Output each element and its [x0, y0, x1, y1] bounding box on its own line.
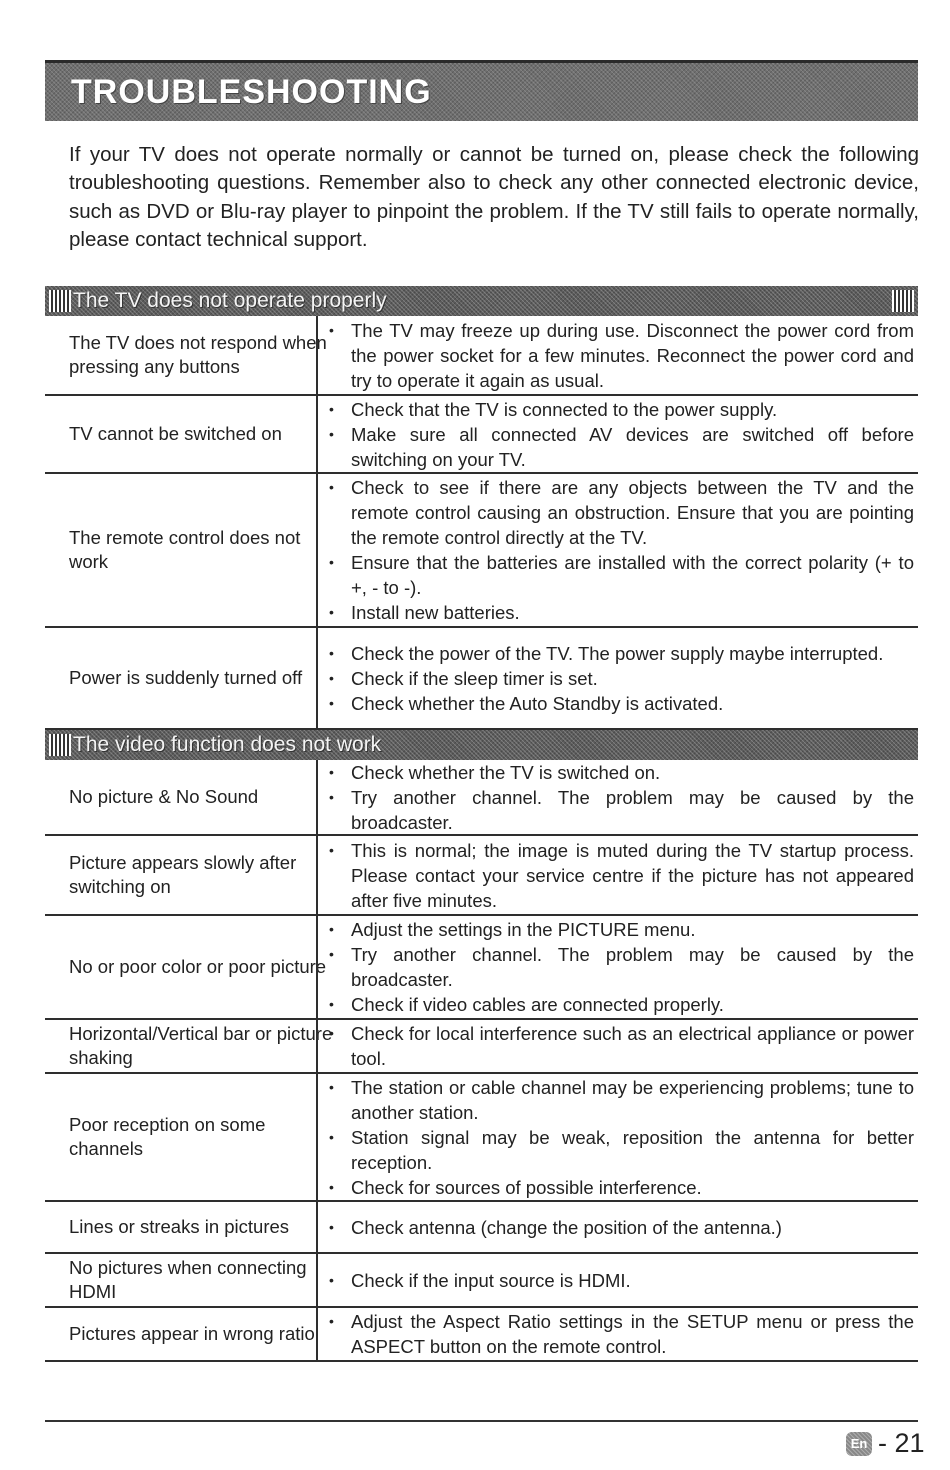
solution-item: • Check whether the TV is switched on.: [328, 760, 914, 785]
issue-cell: No picture & No Sound: [69, 785, 259, 807]
issue-cell: The TV does not respond when pressing any buttons: [69, 331, 327, 377]
solution-cell: [316, 628, 918, 728]
table-row: [45, 474, 918, 628]
hatch-decoration: [892, 290, 914, 312]
table-row: [45, 760, 918, 836]
issue-cell: TV cannot be switched on: [69, 422, 282, 444]
table-row: [45, 1308, 918, 1362]
issue-cell: Horizontal/Vertical bar or picture shaking: [69, 1022, 333, 1068]
solution-item: • Install new batteries.: [328, 600, 914, 625]
solution-item: • Try another channel. The problem may be caused by the broadcaster.: [328, 942, 914, 992]
solution-cell: [316, 1020, 918, 1072]
page-number: [846, 1428, 925, 1459]
solution-item: • Try another channel. The problem may be caused by the broadcaster.: [328, 785, 914, 835]
table-row: [45, 1254, 918, 1308]
solution-cell: [316, 916, 918, 1018]
hatch-decoration: [49, 290, 71, 312]
page-number-label: - 21: [878, 1428, 925, 1458]
table-row: [45, 396, 918, 474]
section-header: [45, 730, 918, 760]
solution-item: • Adjust the Aspect Ratio settings in the SETUP menu or press the ASPECT button on the remote control.: [328, 1309, 914, 1359]
solution-item: • Check whether the Auto Standby is activated.: [328, 691, 914, 716]
intro-paragraph: If your TV does not operate normally or cannot be turned on, please check the following troubleshooting questions. Remember also to check any other connected electronic device, such as DVD or Blu-ray player to pinpoint the problem. If the TV still fails to operate normally, please contact technical support.: [69, 143, 919, 251]
solution-item: • Check if the sleep timer is set.: [328, 666, 914, 691]
issue-cell: Lines or streaks in pictures: [69, 1215, 290, 1237]
solution-item: • Make sure all connected AV devices are switched off before switching on your TV.: [328, 422, 914, 472]
solution-cell: [316, 1308, 918, 1360]
solution-item: • Check if the input source is HDMI.: [328, 1268, 914, 1293]
table-row: [45, 316, 918, 396]
issue-cell: No or poor color or poor picture: [69, 955, 327, 977]
solution-cell: [316, 1202, 918, 1252]
language-badge-icon: En: [846, 1432, 872, 1456]
issue-cell: Power is suddenly turned off: [69, 666, 303, 688]
solution-item: • Check that the TV is connected to the power supply.: [328, 397, 914, 422]
hatch-decoration: [49, 734, 71, 756]
issue-cell: Pictures appear in wrong ratio: [69, 1322, 315, 1344]
solution-cell: [316, 836, 918, 914]
solution-item: • Check for local interference such as an electrical appliance or power tool.: [328, 1021, 914, 1071]
solution-item: • Check for sources of possible interference.: [328, 1175, 914, 1200]
table-row: [45, 1202, 918, 1254]
solution-cell: [316, 1074, 918, 1200]
issue-cell: Picture appears slowly after switching on: [69, 851, 297, 897]
solution-item: • The station or cable channel may be experiencing problems; tune to another station.: [328, 1075, 914, 1125]
section-header: [45, 286, 918, 316]
table-row: [45, 1074, 918, 1202]
solution-item: • Station signal may be weak, reposition the antenna for better reception.: [328, 1125, 914, 1175]
issue-cell: The remote control does not work: [69, 526, 301, 572]
title-banner: [45, 60, 918, 121]
page-title: TROUBLESHOOTING: [71, 73, 432, 111]
solution-item: • Check antenna (change the position of the antenna.): [328, 1215, 914, 1240]
solution-item: • The TV may freeze up during use. Disconnect the power cord from the power socket for a few minutes. Reconnect the power cord and try to operate it again as usual.: [328, 318, 914, 393]
issue-cell: No pictures when connecting HDMI: [69, 1256, 307, 1302]
solution-item: • Adjust the settings in the PICTURE menu.: [328, 917, 914, 942]
solution-item: • Ensure that the batteries are installed with the correct polarity (+ to +, - to -).: [328, 550, 914, 600]
section-heading: The TV does not operate properly: [73, 289, 387, 312]
solution-cell: [316, 316, 918, 394]
solution-cell: [316, 396, 918, 472]
table-row: [45, 916, 918, 1020]
solution-item: • Check to see if there are any objects between the TV and the remote control causing an obstruction. Ensure that you are pointing the remote control directly at the TV.: [328, 475, 914, 550]
footer-divider: [45, 1420, 918, 1422]
section-heading: The video function does not work: [73, 733, 382, 756]
solution-item: • This is normal; the image is muted during the TV startup process. Please contact your service centre if the picture has not appeared after five minutes.: [328, 838, 914, 913]
solution-cell: [316, 474, 918, 626]
solution-item: • Check the power of the TV. The power supply maybe interrupted.: [328, 641, 914, 666]
table-row: [45, 628, 918, 730]
solution-item: • Check if video cables are connected properly.: [328, 992, 914, 1017]
solution-cell: [316, 760, 918, 834]
table-row: [45, 1020, 918, 1074]
solution-cell: [316, 1254, 918, 1306]
table-row: [45, 836, 918, 916]
issue-cell: Poor reception on some channels: [69, 1113, 266, 1159]
